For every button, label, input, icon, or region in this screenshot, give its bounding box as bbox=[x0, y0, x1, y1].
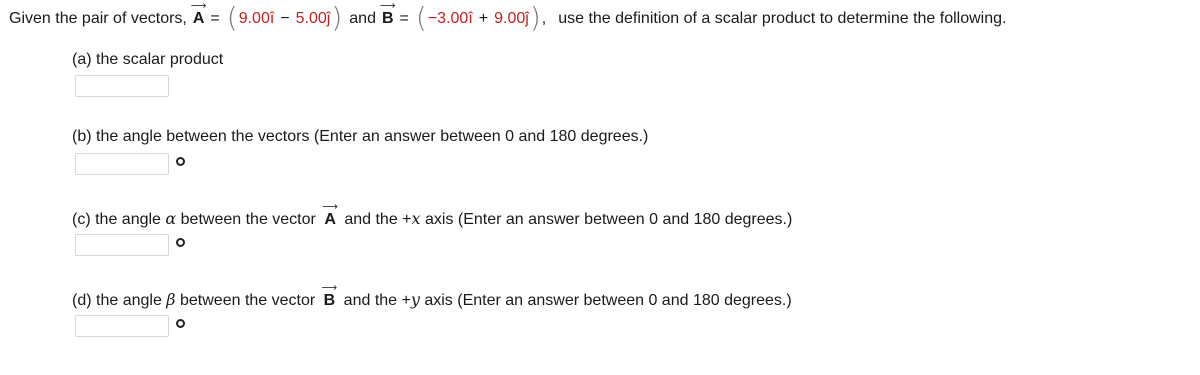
vector-b-letter: B bbox=[323, 292, 336, 309]
vector-b-symbol bbox=[379, 0, 396, 28]
part-d-label bbox=[72, 282, 792, 310]
problem-statement bbox=[9, 0, 1007, 34]
plus-sign: + bbox=[478, 10, 489, 27]
part-c-pre: (c) the angle bbox=[72, 211, 161, 228]
left-paren-icon: ( bbox=[226, 1, 238, 34]
part-d-end: axis (Enter an answer between 0 and 180 degrees.) bbox=[424, 292, 792, 309]
part-a-answer-input[interactable] bbox=[75, 75, 169, 97]
vector-arrow-icon: ⟶ bbox=[379, 0, 396, 12]
part-b-label: (b) the angle between the vectors (Enter an answer between 0 and 180 degrees.) bbox=[72, 128, 649, 145]
y-axis-symbol: y bbox=[410, 290, 420, 309]
minus-sign: − bbox=[280, 10, 290, 27]
vector-a-i-component: 9.00î bbox=[238, 10, 275, 27]
part-c-post: and the + bbox=[344, 211, 412, 228]
degree-symbol-icon bbox=[176, 157, 185, 166]
degree-symbol-icon bbox=[176, 319, 185, 328]
vector-a-symbol bbox=[322, 201, 338, 229]
vector-arrow-icon: ⟶ bbox=[321, 282, 338, 294]
beta-symbol: β bbox=[166, 290, 176, 309]
right-paren-icon: ) bbox=[331, 1, 343, 34]
left-paren-icon: ( bbox=[415, 1, 427, 34]
alpha-symbol: α bbox=[165, 209, 177, 228]
and-word: and bbox=[349, 10, 376, 27]
vector-arrow-icon: ⟶ bbox=[190, 0, 207, 12]
equals-sign: = bbox=[210, 10, 220, 27]
part-d-mid: between the vector bbox=[180, 292, 316, 309]
vector-b-j-component: 9.00ĵ bbox=[494, 10, 529, 27]
equals-sign: = bbox=[399, 10, 409, 27]
part-c-label bbox=[72, 201, 793, 229]
x-axis-symbol: x bbox=[411, 209, 421, 228]
part-d-post: and the + bbox=[343, 292, 411, 309]
part-d-answer-input[interactable] bbox=[75, 315, 169, 337]
vector-a-letter: A bbox=[324, 211, 336, 228]
right-paren-icon: ) bbox=[529, 1, 541, 34]
part-a-label: (a) the scalar product bbox=[72, 51, 224, 68]
part-d-pre: (d) the angle bbox=[72, 292, 162, 309]
vector-arrow-icon: ⟶ bbox=[322, 201, 338, 213]
vector-b-symbol bbox=[321, 282, 338, 310]
intro-tail: use the definition of a scalar product to determine the following. bbox=[558, 10, 1007, 27]
vector-b-letter: B bbox=[381, 10, 394, 27]
degree-symbol-icon bbox=[176, 238, 185, 247]
vector-b-i-component: −3.00î bbox=[427, 10, 473, 27]
part-b-answer-input[interactable] bbox=[75, 153, 169, 175]
vector-a-j-component: 5.00ĵ bbox=[295, 10, 331, 27]
vector-a-letter: A bbox=[192, 10, 205, 27]
part-c-answer-input[interactable] bbox=[75, 234, 169, 256]
part-c-mid: between the vector bbox=[180, 211, 316, 228]
part-c-end: axis (Enter an answer between 0 and 180 degrees.) bbox=[424, 211, 793, 228]
intro-lead: Given the pair of vectors, bbox=[9, 10, 187, 27]
comma: , bbox=[541, 10, 547, 27]
vector-a-symbol bbox=[190, 0, 207, 28]
